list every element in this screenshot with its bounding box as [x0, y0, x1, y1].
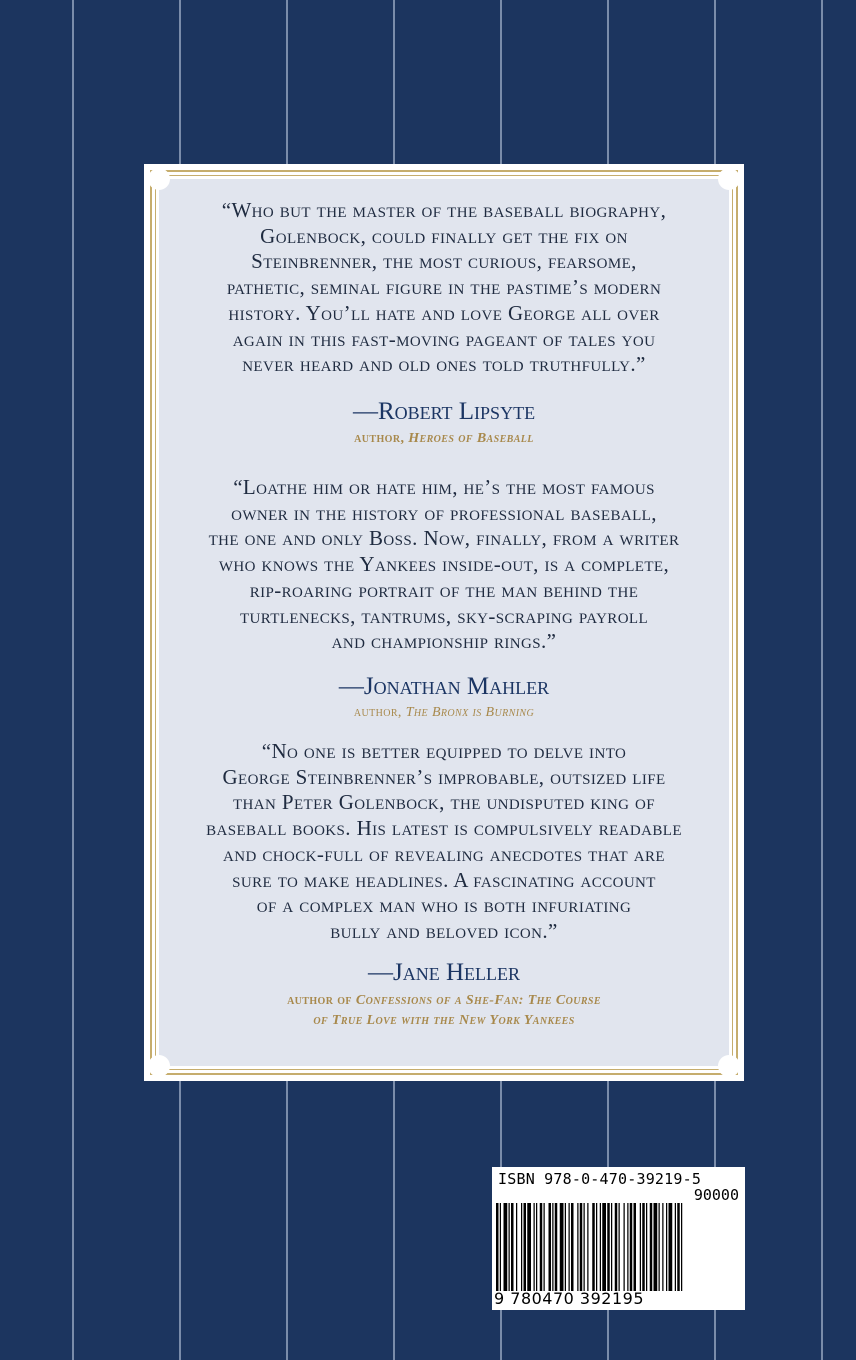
barcode-bar — [577, 1203, 578, 1291]
barcode-bar — [607, 1203, 610, 1291]
barcode-bar — [602, 1203, 606, 1291]
barcode-bar — [549, 1203, 552, 1291]
barcode-bar — [504, 1203, 508, 1291]
review-attribution: —Jonathan Mahler — [338, 672, 550, 700]
barcode-bar — [630, 1203, 633, 1291]
barcode-bar — [552, 1203, 553, 1291]
review-credit-continued: of True Love with the New York Yankees — [313, 1012, 575, 1028]
review-1 — [159, 198, 729, 447]
barcode-bar — [650, 1203, 653, 1291]
barcode-bar — [677, 1203, 680, 1291]
ean-number: 9 780470 392195 — [494, 1289, 645, 1308]
barcode-bar — [666, 1203, 667, 1291]
barcode-bar — [584, 1203, 585, 1291]
barcode-bar — [587, 1203, 588, 1291]
barcode-bar — [540, 1203, 543, 1291]
barcode-bar — [627, 1203, 628, 1291]
barcode-bar — [640, 1203, 641, 1291]
barcode-bar — [600, 1203, 601, 1291]
barcode-bar — [524, 1203, 527, 1291]
barcode-bar — [521, 1203, 522, 1291]
barcode-bar — [500, 1203, 501, 1291]
review-attribution: —Robert Lipsyte — [352, 397, 536, 425]
isbn-number: ISBN 978-0-470-39219-5 — [498, 1170, 702, 1188]
barcode-bar — [596, 1203, 597, 1291]
barcode-bar — [615, 1203, 618, 1291]
barcode-bar — [565, 1203, 566, 1291]
barcode-bar — [642, 1203, 645, 1291]
barcode-bar — [659, 1203, 660, 1291]
review-credit: author, The Bronx is Burning — [353, 704, 535, 720]
barcode-bar — [560, 1203, 564, 1291]
barcode-bar — [654, 1203, 658, 1291]
review-panel-inner — [159, 179, 729, 1066]
barcode-bar — [669, 1203, 673, 1291]
isbn-barcode — [492, 1167, 745, 1310]
barcode-bar — [544, 1203, 545, 1291]
review-quote: “Loathe him or hate him, he’s the most famous owner in the history of professional baseball, the one and only Boss. Now, finally, from a writer who knows the Yankees inside-out, is a complete, rip-roaring portrait of the man behind the turtlenecks, tantrums, sky-scraping payroll and championship rings.” — [208, 475, 680, 654]
barcode-bar — [619, 1203, 620, 1291]
review-credit: author, Heroes of Baseball — [354, 430, 534, 446]
price-code: 90000 — [693, 1186, 739, 1204]
barcode-bar — [580, 1203, 583, 1291]
barcode-bar — [675, 1203, 676, 1291]
barcode-bar — [624, 1203, 625, 1291]
barcode-bar — [516, 1203, 517, 1291]
barcode-bar — [527, 1203, 531, 1291]
barcode-bar — [555, 1203, 558, 1291]
barcode-bar — [571, 1203, 574, 1291]
barcode-bar — [536, 1203, 537, 1291]
review-credit: author of Confessions of a She-Fan: The Course — [287, 992, 601, 1008]
barcode-bar — [662, 1203, 663, 1291]
barcode-bars — [496, 1203, 741, 1291]
review-quote: “No one is better equipped to delve into George Steinbrenner’s improbable, outsized life than Peter Golenbock, the undisputed king of baseball books. His latest is compulsively readable and chock-full of revealing anecdotes that are sure to make headlines. A fascinating account of a complex man who is both infuriating bully and beloved icon.” — [206, 739, 682, 943]
review-attribution: —Jane Heller — [367, 958, 520, 986]
barcode-bar — [681, 1203, 682, 1291]
barcode-bar — [509, 1203, 510, 1291]
review-quote: “Who but the master of the baseball biography, Golenbock, could finally get the fix on Steinbrenner, the most curious, fearsome, pathetic, seminal figure in the pastime’s modern history. You’ll hate and love George all over again in this fast-moving pageant of tales you never heard and old ones told truthfully.” — [221, 198, 667, 377]
barcode-bar — [646, 1203, 647, 1291]
review-3 — [159, 739, 729, 1029]
review-2 — [159, 475, 729, 721]
barcode-bar — [569, 1203, 570, 1291]
review-panel — [144, 164, 744, 1081]
barcode-bar — [592, 1203, 595, 1291]
barcode-bar — [611, 1203, 612, 1291]
barcode-bar — [634, 1203, 637, 1291]
barcode-bar — [496, 1203, 499, 1291]
barcode-bar — [511, 1203, 514, 1291]
barcode-bar — [534, 1203, 535, 1291]
